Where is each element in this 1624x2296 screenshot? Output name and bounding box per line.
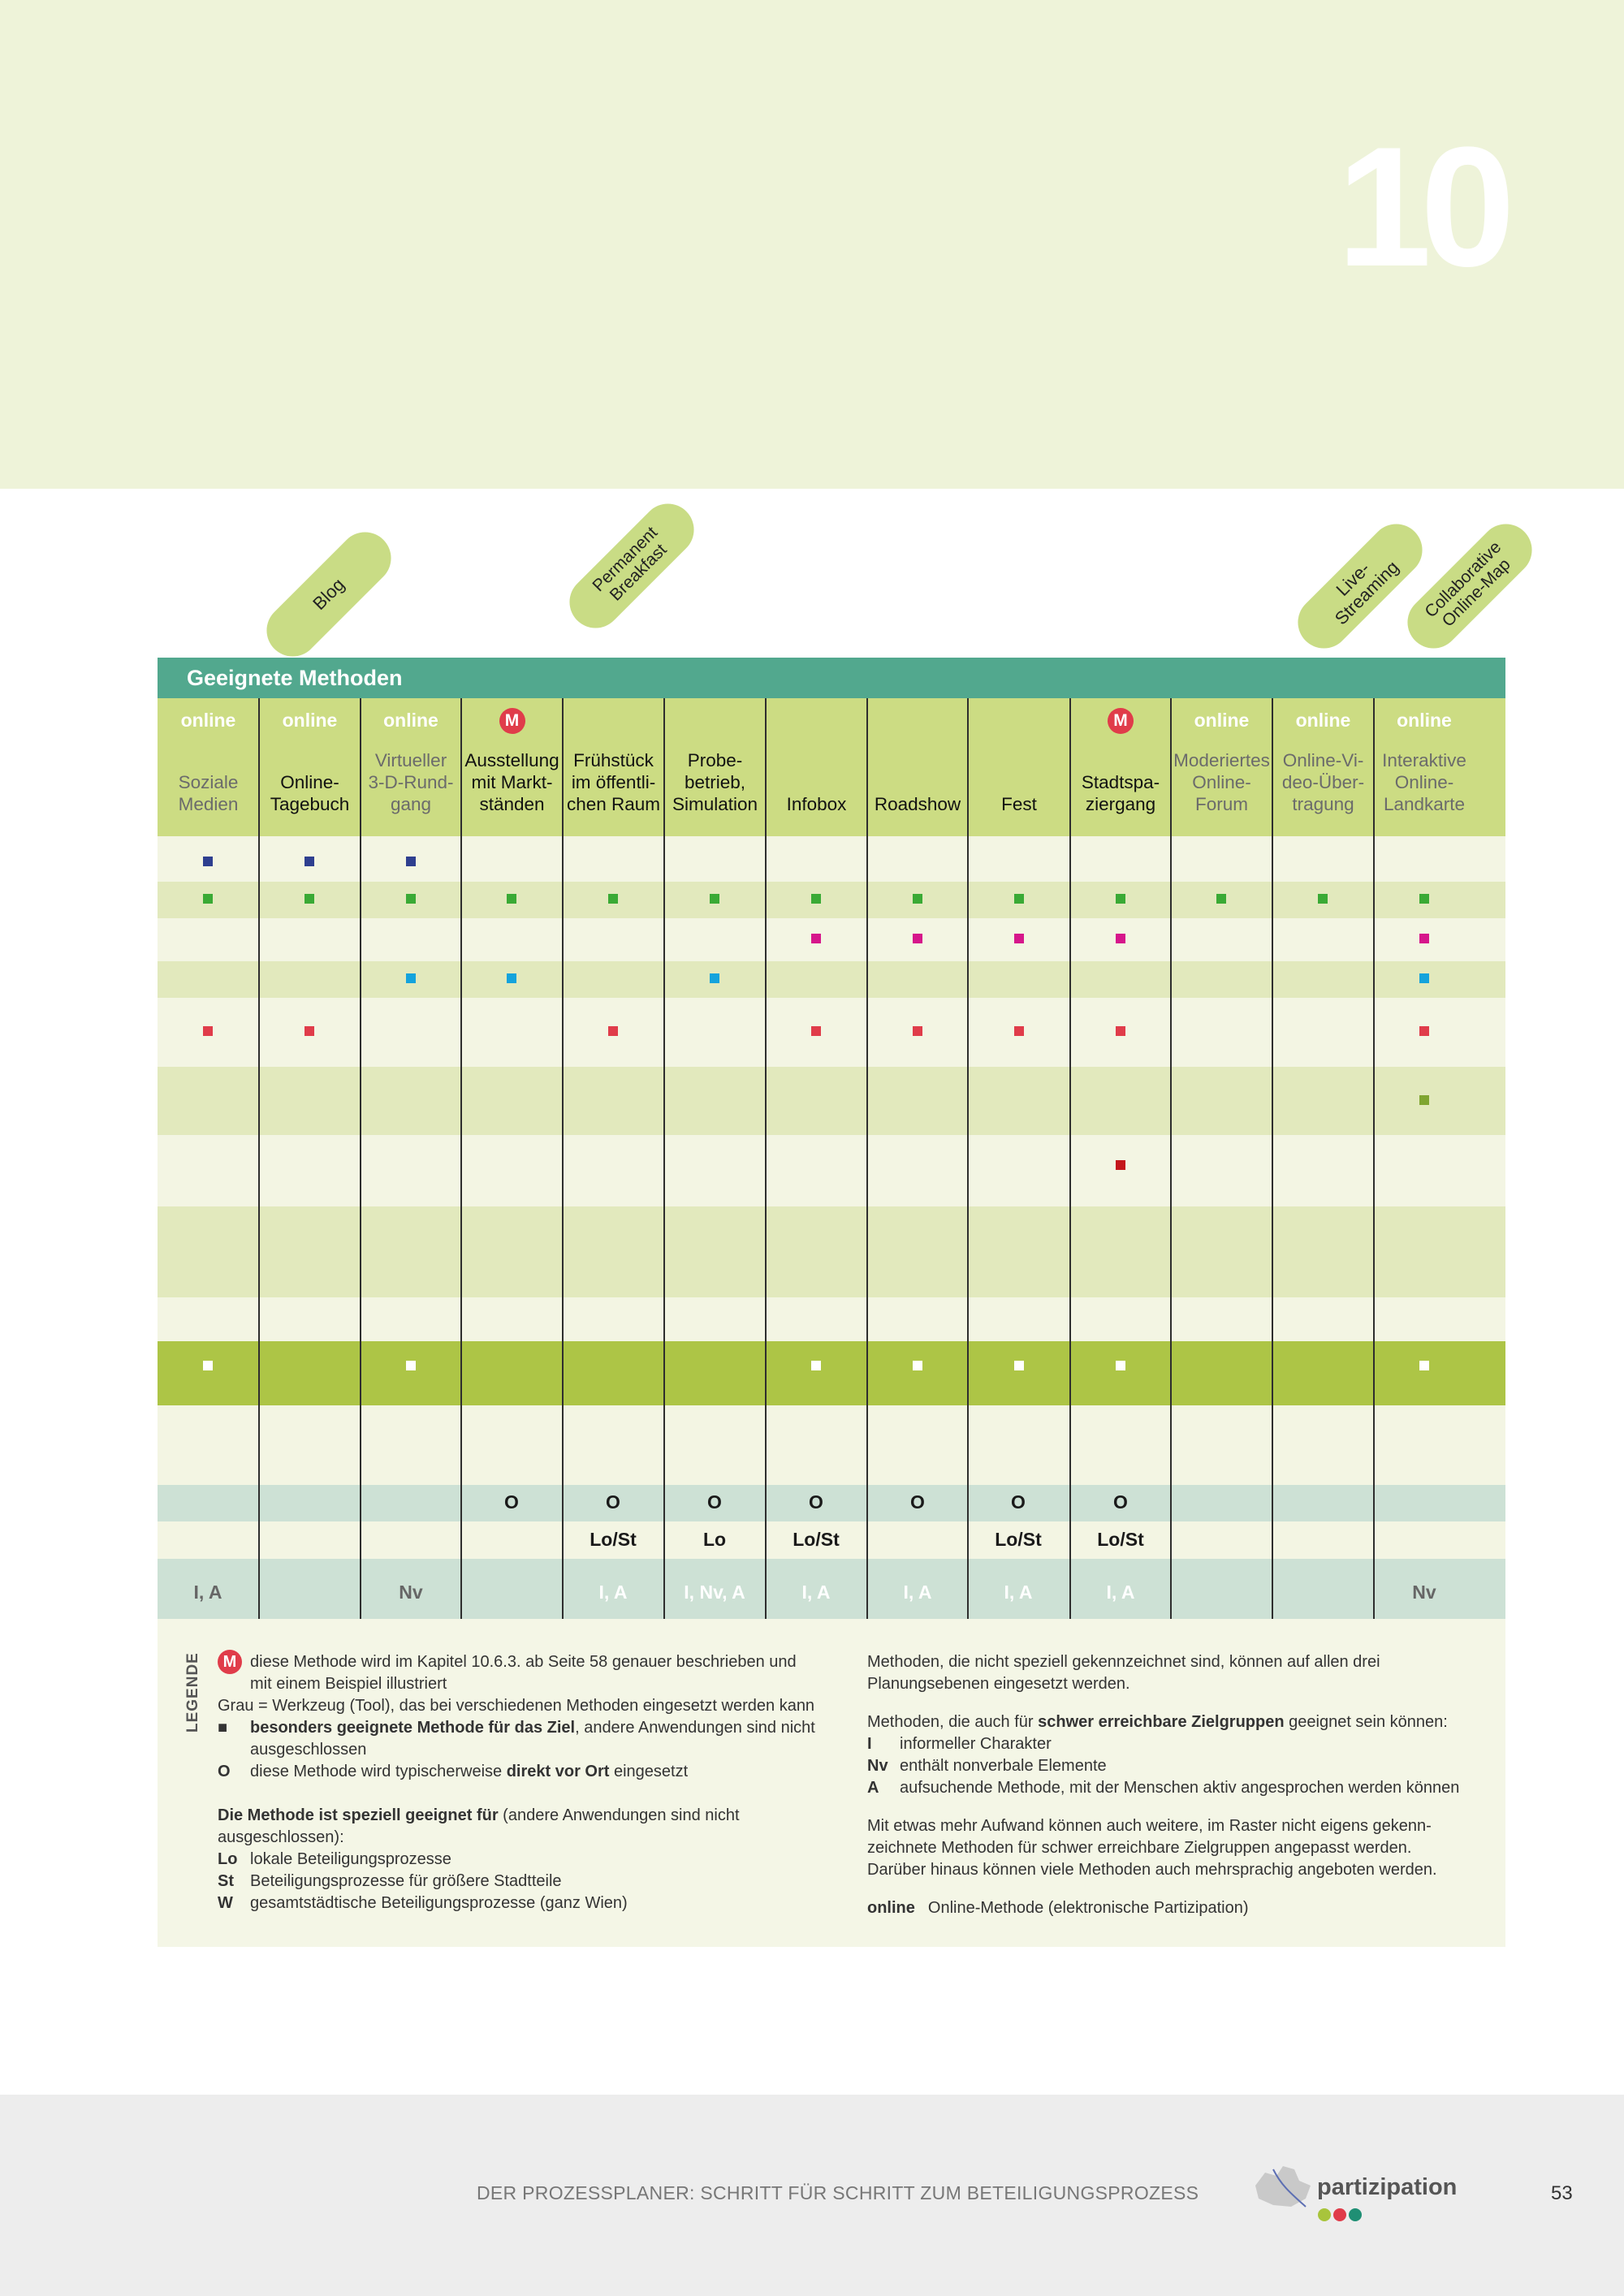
ebene-cell: Lo/St — [590, 1529, 637, 1550]
col-header-soziale-medien: online Soziale Medien — [158, 698, 259, 836]
col-header-online-tagebuch: online Online- Tagebuch — [259, 698, 361, 836]
suitability-mark — [1419, 934, 1429, 943]
column-divider — [1170, 698, 1172, 1619]
nv-key: Nv — [867, 1757, 888, 1775]
methods-table — [158, 658, 1505, 1619]
zielgruppen-cell: Nv — [399, 1582, 423, 1603]
col-header-virtueller-rundgang: online Virtueller 3-D-Rund- gang — [361, 698, 461, 836]
m-badge: M — [218, 1650, 242, 1674]
legend-label: LEGENDE — [184, 1652, 201, 1733]
tag-live-streaming: Live-Streaming — [1287, 513, 1433, 659]
online-label: online — [383, 710, 438, 731]
zielgruppen-cell: I, A — [801, 1582, 831, 1603]
zielgruppen-cell: I, A — [1106, 1582, 1135, 1603]
legend-o-text: diese Methode wird typischerweise direkt vor Ort eingesetzt — [250, 1763, 689, 1780]
suitability-mark — [608, 1026, 618, 1036]
vor-ort-cell: O — [504, 1491, 519, 1513]
suitability-mark — [406, 973, 416, 983]
suitability-mark — [1116, 894, 1125, 904]
a-key: A — [867, 1779, 879, 1797]
page-number: 53 — [1551, 2182, 1573, 2204]
table-title: Geeignete Methoden — [158, 658, 1505, 698]
suitability-mark — [913, 1026, 922, 1036]
suitability-mark — [913, 1361, 922, 1370]
vor-ort-cell: O — [1113, 1491, 1128, 1513]
suitability-mark — [1419, 973, 1429, 983]
suitability-mark — [710, 973, 719, 983]
suitability-mark — [507, 894, 516, 904]
col-header-ausstellung: M Ausstellung mit Markt- ständen — [461, 698, 563, 836]
legend-grau: Grau = Werkzeug (Tool), das bei verschiedenen Methoden eingesetzt werden kann — [218, 1697, 815, 1715]
online-label: online — [1295, 710, 1351, 731]
suitability-mark — [406, 857, 416, 866]
column-divider — [562, 698, 564, 1619]
legend-square-text: besonders geeignete Methode für das Ziel, andere Anwendungen sind nicht ausgeschlossen — [250, 1719, 815, 1759]
col-header-moderiertes-forum: online Moderiertes Online- Forum — [1171, 698, 1272, 836]
vor-ort-cell: O — [707, 1491, 722, 1513]
col-header-online-video: online Online-Vi- deo-Über- tragung — [1272, 698, 1374, 836]
vor-ort-cell: O — [606, 1491, 620, 1513]
suitability-mark — [1014, 1026, 1024, 1036]
column-divider — [866, 698, 868, 1619]
zielgruppen-cell: I, A — [193, 1582, 222, 1603]
m-badge: M — [499, 708, 525, 734]
legend — [158, 1619, 1505, 1947]
column-divider — [663, 698, 665, 1619]
vor-ort-cell: O — [910, 1491, 925, 1513]
lo-key: Lo — [218, 1850, 238, 1868]
suitability-mark — [507, 973, 516, 983]
suitability-mark — [304, 857, 314, 866]
w-text: gesamtstädtische Beteiligungsprozesse (ganz Wien) — [250, 1894, 628, 1912]
suitability-mark — [1419, 1026, 1429, 1036]
square-key: ■ — [218, 1719, 228, 1737]
nv-text: enthält nonverbale Elemente — [900, 1757, 1107, 1775]
suitability-mark — [304, 894, 314, 904]
chapter-number: 10 — [1337, 111, 1504, 302]
ebene-cell: Lo/St — [1097, 1529, 1144, 1550]
tag-collaborative-online-map: Collaborative Online-Map — [1397, 513, 1543, 659]
suitability-mark — [406, 894, 416, 904]
ebene-cell: Lo/St — [995, 1529, 1042, 1550]
col-header-interaktive-karte: online Interaktive Online- Landkarte — [1374, 698, 1505, 836]
suitability-mark — [203, 1026, 213, 1036]
suitability-mark — [710, 894, 719, 904]
suitability-mark — [811, 1026, 821, 1036]
lo-text: lokale Beteiligungsprozesse — [250, 1850, 451, 1868]
column-divider — [1272, 698, 1273, 1619]
suitability-mark — [608, 894, 618, 904]
column-divider — [460, 698, 462, 1619]
st-text: Beteiligungsprozesse für größere Stadtteile — [250, 1872, 562, 1890]
logo-wordmark: partizipation — [1317, 2174, 1458, 2200]
online-label: online — [1397, 710, 1452, 731]
suitability-mark — [913, 894, 922, 904]
suitability-mark — [203, 1361, 213, 1370]
zielgruppen-cell: I, Nv, A — [684, 1582, 745, 1603]
legend-online: online Online-Methode (elektronische Partizipation) — [867, 1899, 1249, 1917]
column-divider — [360, 698, 361, 1619]
vienna-map-icon — [1249, 2161, 1317, 2218]
m-badge: M — [1108, 708, 1134, 734]
suitability-mark — [1116, 1026, 1125, 1036]
column-divider — [258, 698, 260, 1619]
suitability-mark — [1216, 894, 1226, 904]
a-text: aufsuchende Methode, mit der Menschen aktiv angesprochen werden können — [900, 1779, 1460, 1797]
suitability-mark — [1014, 934, 1024, 943]
suitability-mark — [304, 1026, 314, 1036]
column-divider — [765, 698, 767, 1619]
zielgruppen-cell: I, A — [903, 1582, 932, 1603]
suitability-mark — [811, 894, 821, 904]
ebene-cell: Lo/St — [793, 1529, 840, 1550]
col-header-fruehstueck: Frühstück im öffentli- chen Raum — [566, 750, 661, 814]
o-key: O — [218, 1763, 231, 1780]
w-key: W — [218, 1894, 233, 1912]
suitability-mark — [1116, 934, 1125, 943]
col-header-infobox: Infobox — [786, 794, 847, 814]
i-key: I — [867, 1735, 872, 1753]
legend-m-text: diese Methode wird im Kapitel 10.6.3. ab Seite 58 genauer beschrieben und mit einem Beispiel illustriert — [250, 1653, 797, 1693]
suitability-mark — [1419, 894, 1429, 904]
st-key: St — [218, 1872, 234, 1890]
legend-r2: Methoden, die auch für schwer erreichbare Zielgruppen geeignet sein können: — [867, 1713, 1448, 1731]
zielgruppen-cell: Nv — [1412, 1582, 1436, 1603]
vor-ort-cell: O — [1011, 1491, 1026, 1513]
suitability-mark — [203, 894, 213, 904]
suitability-mark — [913, 934, 922, 943]
suitability-mark — [1014, 894, 1024, 904]
suitability-mark — [1014, 1361, 1024, 1370]
footer-text: DER PROZESSPLANER: SCHRITT FÜR SCHRITT ZUM BETEILIGUNGSPROZESS — [477, 2182, 1199, 2203]
online-label: online — [1194, 710, 1250, 731]
column-divider — [967, 698, 969, 1619]
tag-blog: Blog — [256, 521, 402, 667]
col-header-probebetrieb: Probe- betrieb, Simulation — [672, 750, 758, 814]
suitability-mark — [1419, 1361, 1429, 1370]
column-divider — [1373, 698, 1375, 1619]
legend-speziell: Die Methode ist speziell geeignet für (andere Anwendungen sind nicht ausgeschlossen): — [218, 1806, 740, 1846]
legend-r1: Methoden, die nicht speziell gekennzeichnet sind, können auf allen drei Planungsebenen eingesetzt werden. — [867, 1653, 1380, 1693]
suitability-mark — [1116, 1160, 1125, 1170]
legend-right — [867, 1651, 1501, 1919]
col-header-fest: Fest — [1001, 794, 1037, 814]
logo-dots — [1317, 2207, 1366, 2223]
col-header-stadtspaziergang: M Stadtspa- ziergang — [1070, 698, 1171, 836]
top-band — [0, 0, 1624, 489]
suitability-mark — [203, 857, 213, 866]
suitability-mark — [811, 1361, 821, 1370]
suitability-mark — [1419, 1095, 1429, 1105]
suitability-mark — [406, 1361, 416, 1370]
column-divider — [1069, 698, 1071, 1619]
ebene-cell: Lo — [702, 1529, 727, 1550]
i-text: informeller Charakter — [900, 1735, 1052, 1753]
footer — [0, 2095, 1624, 2296]
tag-permanent-breakfast: Permanent Breakfast — [559, 493, 705, 639]
col-header-roadshow: Roadshow — [874, 794, 961, 814]
online-label: online — [180, 710, 236, 731]
zielgruppen-cell: I, A — [598, 1582, 628, 1603]
legend-r3: Mit etwas mehr Aufwand können auch weitere, im Raster nicht eigens gekenn- zeichnete Methoden für schwer erreichbare Zielgruppen angepasst werden. Darüber hinaus können viele Methoden auch mehrsprachig angeboten werden. — [867, 1817, 1437, 1879]
suitability-mark — [1318, 894, 1328, 904]
suitability-mark — [1116, 1361, 1125, 1370]
online-label: online — [282, 710, 338, 731]
zielgruppen-cell: I, A — [1004, 1582, 1033, 1603]
vor-ort-cell: O — [809, 1491, 823, 1513]
suitability-mark — [811, 934, 821, 943]
